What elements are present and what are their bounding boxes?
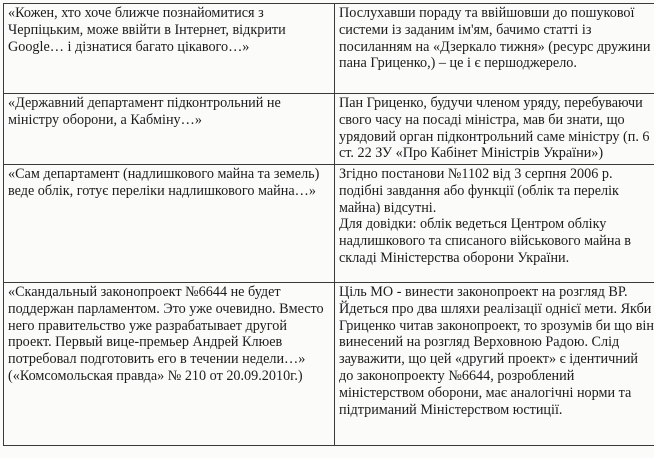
quote-cell — [4, 4, 335, 94]
quote-cell — [4, 283, 335, 446]
table-row — [4, 283, 654, 446]
quote-text: «Сам департамент (надлишкового майна та земель) веде облік, готує переліки надлишкового майна…» — [8, 166, 320, 199]
response-cell — [335, 165, 654, 283]
response-text: Послухавши пораду та ввійшовши до пошукової системи із заданим ім'ям, бачимо статті із посиланням на «Дзеркало тижня» (ресурс дружини пана Гриценко,) – це і є першоджерело. — [339, 5, 651, 72]
quote-text: «Кожен, хто хоче ближче познайомитися з Черпіцьким, може ввійти в Інтернет, відкрити Google… і дізнатися багато цікавого…» — [8, 5, 286, 55]
response-text: Ціль МО - винести законопроект на розгляд ВР. Йдеться про два шляхи реалізації однієї мети. Якби Гриценко читав законопроект, то зрозумів би що він винесений на розгляд Верховною Радою. Слід зауважити, що цей «другий проект» є ідентичний до законопроекту №6644, розроблений міністерством оборони, має аналогічні норми та підтриманий Міністерством юстиції. — [339, 284, 654, 418]
table-row — [4, 4, 654, 94]
reference-note: Для довідки: облік ведеться Центром обліку надлишкового та списаного військового майна в складі Міністерства оборони України. — [339, 216, 632, 266]
table-row — [4, 165, 654, 283]
quote-text: «Державний департамент підконтрольний не міністру оборони, а Кабміну…» — [8, 95, 281, 128]
response-cell — [335, 4, 654, 94]
quote-text: «Скандальный законопроект №6644 не будет поддержан парламентом. Это уже очевидно. Вместо него правительство уже разрабатывает другой проект. Первый вице-премьер Андрей Клюев потребовал подготовить его в течении недели…» («Комсомольская правда» № 210 от 20.09.2010г.) — [8, 284, 324, 384]
table-row — [4, 94, 654, 165]
response-text: Пан Гриценко, будучи членом уряду, перебуваючи свого часу на посаді міністра, мав би знати, що урядовий орган підконтрольний саме міністру (п. 6 ст. 22 ЗУ «Про Кабінет Міністрів України») — [339, 95, 650, 162]
response-cell — [335, 94, 654, 165]
response-text: Згідно постанови №1102 від 3 серпня 2006 р. подібні завдання або функції (облік та перелік майна) відсутні. — [339, 166, 619, 216]
comparison-table — [3, 3, 654, 446]
response-cell — [335, 283, 654, 446]
quote-cell — [4, 94, 335, 165]
quote-cell — [4, 165, 335, 283]
